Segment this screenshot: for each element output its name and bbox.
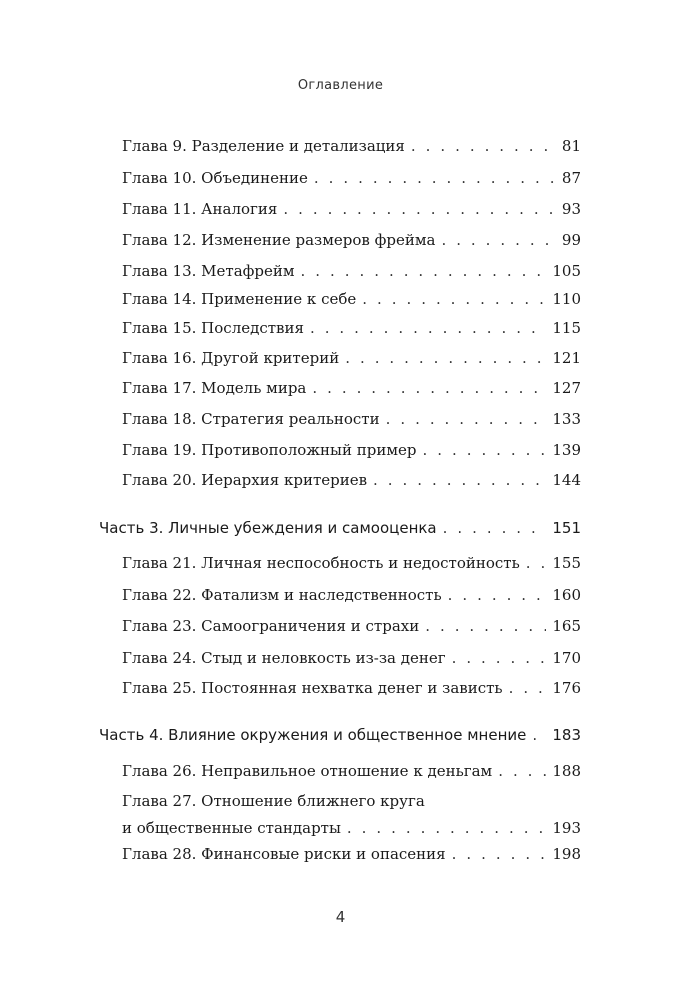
dot-leader xyxy=(498,761,546,781)
toc-entry-chapter-22[interactable] xyxy=(122,585,581,605)
toc-entry-title: Глава 28. Финансовые риски и опасения xyxy=(122,845,446,863)
toc-entry-chapter-18[interactable] xyxy=(122,409,581,429)
toc-entry-title: Глава 20. Иерархия критериев xyxy=(122,471,368,489)
toc-entry-page: 165 xyxy=(552,617,581,635)
dot-leader xyxy=(526,553,547,573)
toc-entry-title: Глава 11. Аналогия xyxy=(122,200,278,218)
toc-entry-page: 99 xyxy=(561,231,581,249)
toc-entry-page: 155 xyxy=(552,554,581,572)
toc-entry-title: Глава 21. Личная неспособность и недостойность xyxy=(122,554,520,572)
toc-entry-title: Глава 22. Фатализм и наследственность xyxy=(122,586,442,604)
toc-entry-chapter-10[interactable] xyxy=(122,168,581,188)
toc-entry-chapter-17[interactable] xyxy=(122,378,581,398)
toc-entry-title: Глава 25. Постоянная нехватка денег и зависть xyxy=(122,679,503,697)
toc-entry-chapter-23[interactable] xyxy=(122,616,581,636)
dot-leader xyxy=(425,616,546,636)
dot-leader xyxy=(452,648,547,668)
toc-entry-chapter-11[interactable] xyxy=(122,199,581,219)
toc-entry-page: 198 xyxy=(552,845,581,863)
dot-leader xyxy=(386,409,547,429)
toc-entry-title: Глава 16. Другой критерий xyxy=(122,349,340,367)
toc-entry-chapter-19[interactable] xyxy=(122,440,581,460)
toc-entry-page: 170 xyxy=(552,649,581,667)
toc-entry-page: 127 xyxy=(552,379,581,397)
toc-entry-page: 144 xyxy=(552,471,581,489)
page-number: 4 xyxy=(335,908,346,926)
dot-leader xyxy=(301,261,547,281)
dot-leader xyxy=(362,289,546,309)
toc-entry-chapter-14[interactable] xyxy=(122,289,581,309)
toc-entry-title: Глава 19. Противоположный пример xyxy=(122,441,417,459)
toc-entry-part-4[interactable] xyxy=(99,725,581,745)
dot-leader xyxy=(310,318,546,338)
dot-leader xyxy=(452,844,547,864)
toc-entry-chapter-20[interactable] xyxy=(122,470,581,490)
dot-leader xyxy=(443,518,547,538)
toc-entry-page: 81 xyxy=(561,137,581,155)
toc-entry-title: Глава 17. Модель мира xyxy=(122,379,307,397)
dot-leader xyxy=(441,230,555,250)
toc-entry-title: Глава 18. Стратегия реальности xyxy=(122,410,380,428)
toc-entry-title: Глава 12. Изменение размеров фрейма xyxy=(122,231,436,249)
dot-leader xyxy=(411,136,556,156)
toc-entry-page: 151 xyxy=(552,519,581,537)
dot-leader xyxy=(448,585,547,605)
toc-entry-chapter-13[interactable] xyxy=(122,261,581,281)
toc-entry-page: 160 xyxy=(552,586,581,604)
toc-entry-chapter-28[interactable] xyxy=(122,844,581,864)
toc-entry-page: 105 xyxy=(552,262,581,280)
toc-entry-chapter-15[interactable] xyxy=(122,318,581,338)
toc-part-title: Часть 4. Влияние окружения и общественное мнение xyxy=(99,726,527,744)
toc-entry-chapter-27[interactable] xyxy=(122,791,581,838)
dot-leader xyxy=(532,725,546,745)
dot-leader xyxy=(345,348,546,368)
toc-entry-page: 139 xyxy=(552,441,581,459)
toc-entry-title: Глава 9. Разделение и детализация xyxy=(122,137,405,155)
toc-entry-title: Глава 14. Применение к себе xyxy=(122,290,357,308)
toc-entry-chapter-16[interactable] xyxy=(122,348,581,368)
toc-entry-page: 133 xyxy=(552,410,581,428)
toc-entry-title: Глава 24. Стыд и неловкость из-за денег xyxy=(122,649,446,667)
toc-entry-page: 87 xyxy=(561,169,581,187)
toc-entry-title-line1: Глава 27. Отношение ближнего круга xyxy=(122,792,425,810)
toc-entry-page: 193 xyxy=(552,819,581,837)
toc-entry-chapter-26[interactable] xyxy=(122,761,581,781)
toc-entry-chapter-9[interactable] xyxy=(122,136,581,156)
toc-entry-page: 110 xyxy=(552,290,581,308)
toc-entry-page: 121 xyxy=(552,349,581,367)
toc-entry-chapter-24[interactable] xyxy=(122,648,581,668)
toc-entry-page: 93 xyxy=(561,200,581,218)
running-header: Оглавление xyxy=(297,78,384,93)
toc-entry-chapter-12[interactable] xyxy=(122,230,581,250)
dot-leader xyxy=(347,818,546,838)
dot-leader xyxy=(423,440,547,460)
toc-entry-title: Глава 23. Самоограничения и страхи xyxy=(122,617,420,635)
toc-entry-page: 115 xyxy=(552,319,581,337)
toc-part-title: Часть 3. Личные убеждения и самооценка xyxy=(99,519,437,537)
toc-entry-chapter-25[interactable] xyxy=(122,678,581,698)
toc-entry-title-line2: и общественные стандарты xyxy=(122,819,341,837)
toc-entry-page: 176 xyxy=(552,679,581,697)
dot-leader xyxy=(373,470,546,490)
toc-entry-title: Глава 15. Последствия xyxy=(122,319,304,337)
toc-entry-title: Глава 13. Метафрейм xyxy=(122,262,295,280)
toc-entry-page: 188 xyxy=(552,762,581,780)
dot-leader xyxy=(283,199,556,219)
toc-entry-chapter-21[interactable] xyxy=(122,553,581,573)
dot-leader xyxy=(312,378,546,398)
toc-entry-title: Глава 26. Неправильное отношение к деньгам xyxy=(122,762,493,780)
toc-entry-title: Глава 10. Объединение xyxy=(122,169,308,187)
toc-entry-page: 183 xyxy=(552,726,581,744)
toc-entry-part-3[interactable] xyxy=(99,518,581,538)
dot-leader xyxy=(314,168,556,188)
dot-leader xyxy=(509,678,547,698)
